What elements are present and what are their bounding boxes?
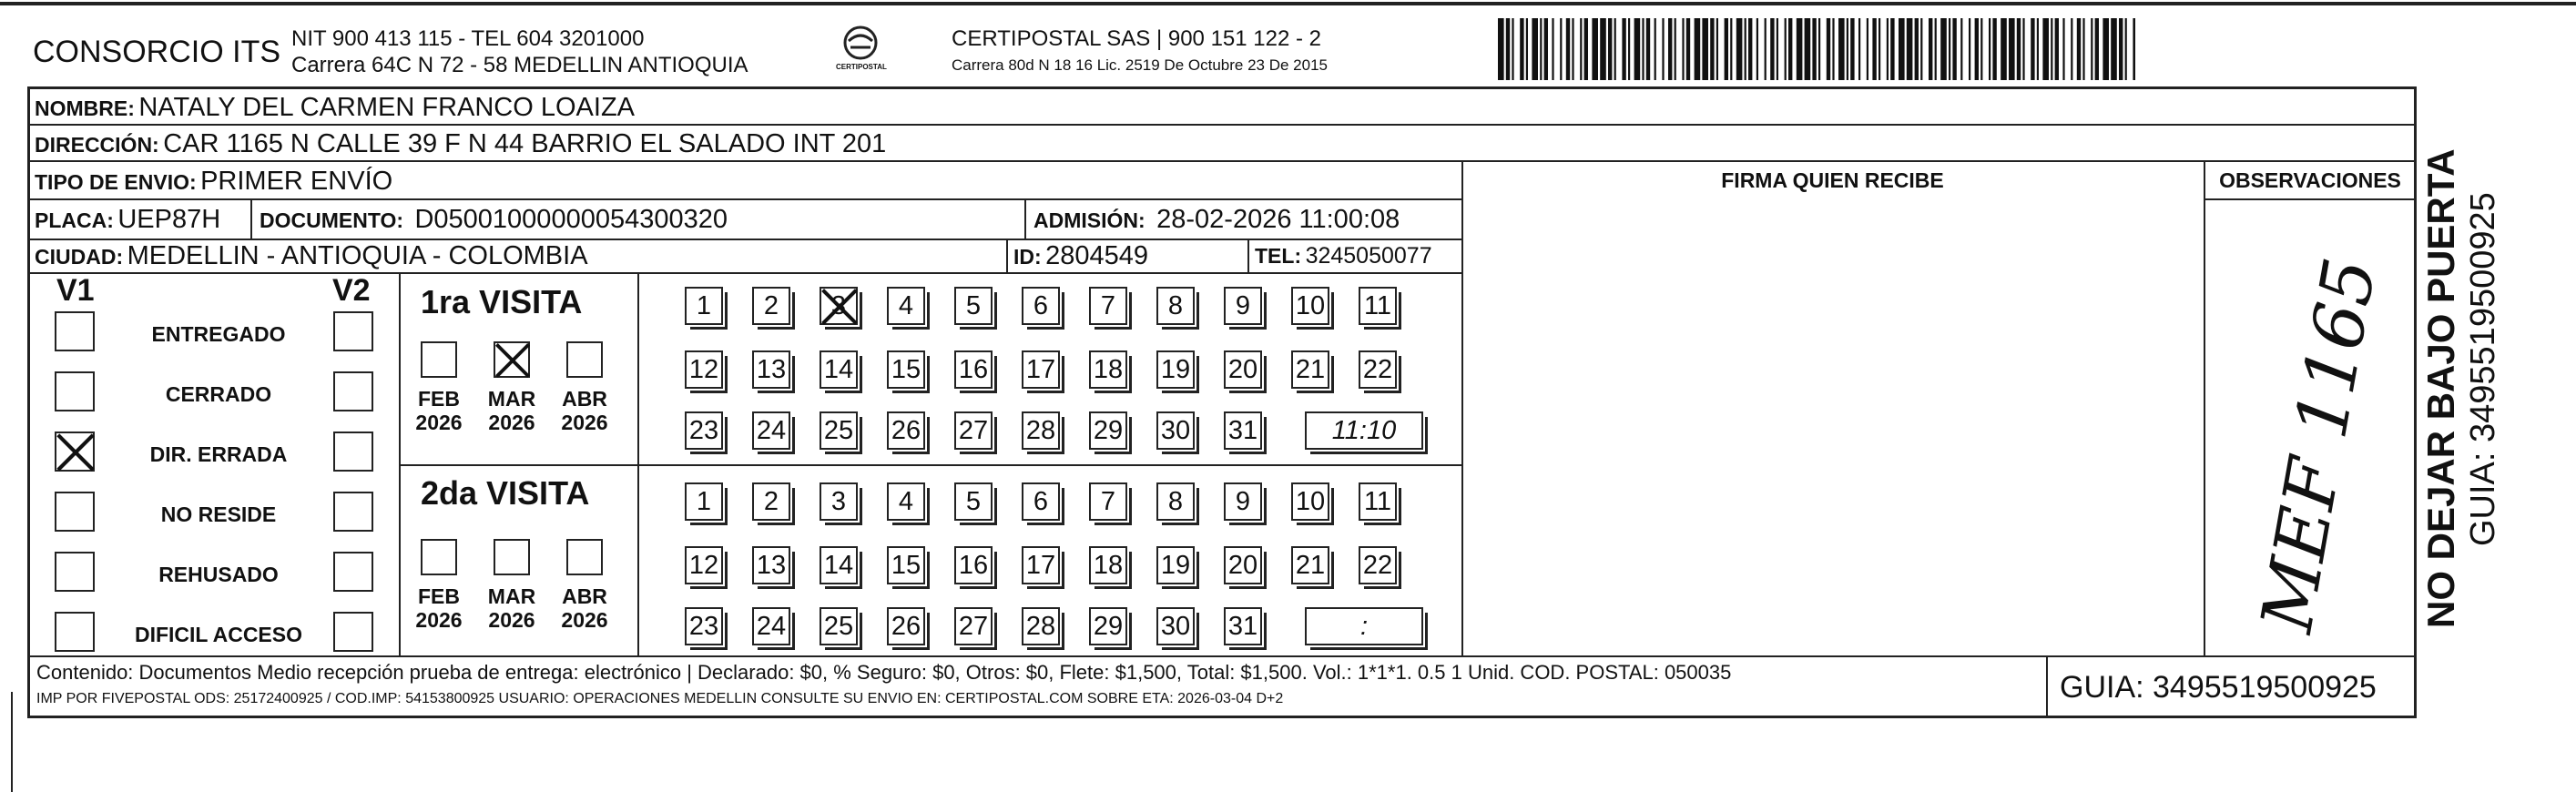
month-name: MAR <box>487 584 536 608</box>
day-box[interactable] <box>954 607 993 645</box>
day-box[interactable] <box>1156 607 1195 645</box>
col-firma-left <box>1461 160 1463 655</box>
month-checkbox[interactable] <box>566 341 603 378</box>
day-number: 22 <box>1362 550 1393 580</box>
month-name: FEB <box>418 387 460 411</box>
rule-1 <box>27 124 2417 126</box>
day-number: 23 <box>688 611 719 641</box>
day-number: 11 <box>1363 290 1392 320</box>
day-box[interactable] <box>1224 411 1262 450</box>
day-box[interactable] <box>1089 546 1127 584</box>
day-number: 19 <box>1160 550 1191 580</box>
placa-value: UEP87H <box>117 205 221 234</box>
day-box[interactable] <box>685 350 723 389</box>
day-number: 6 <box>1033 486 1049 516</box>
day-box[interactable] <box>820 411 858 450</box>
day-box[interactable] <box>887 546 925 584</box>
time-value: : <box>1359 611 1369 641</box>
month-name: ABR <box>562 584 607 608</box>
day-number: 20 <box>1227 550 1258 580</box>
certipostal-line: CERTIPOSTAL SAS | 900 151 122 - 2 <box>952 26 1321 51</box>
visit2-title: 2da VISITA <box>421 474 590 512</box>
day-box[interactable] <box>685 287 723 325</box>
day-box[interactable] <box>1291 350 1329 389</box>
ciudad-label: CIUDAD: <box>35 245 124 269</box>
day-box[interactable] <box>1022 607 1060 645</box>
nombre-value: NATALY DEL CARMEN FRANCO LOAIZA <box>138 93 635 122</box>
day-number: 18 <box>1093 354 1124 384</box>
month-year: 2026 <box>488 608 535 633</box>
day-number: 29 <box>1093 611 1124 641</box>
month-label <box>480 584 544 633</box>
v1-checkbox[interactable] <box>55 311 95 351</box>
nombre-label: NOMBRE: <box>35 96 135 120</box>
day-box[interactable] <box>820 607 858 645</box>
col-month-days <box>637 272 639 655</box>
v2-checkbox[interactable] <box>333 371 373 411</box>
day-number: 17 <box>1025 354 1056 384</box>
tipo-row <box>35 168 392 195</box>
day-number: 14 <box>823 550 854 580</box>
day-number: 1 <box>696 486 712 516</box>
day-box[interactable] <box>1359 287 1397 325</box>
month-checkbox[interactable] <box>566 539 603 575</box>
rule-5 <box>27 272 1461 274</box>
day-number: 8 <box>1167 486 1184 516</box>
day-box[interactable] <box>752 350 790 389</box>
tel-value: 3245050077 <box>1305 243 1432 269</box>
v1-checkbox[interactable] <box>55 552 95 592</box>
day-box[interactable] <box>1089 287 1127 325</box>
day-number: 12 <box>688 550 719 580</box>
month-year: 2026 <box>415 608 463 633</box>
day-number: 23 <box>688 415 719 445</box>
placa-label: PLACA: <box>35 208 114 232</box>
documento-row <box>260 207 728 233</box>
day-number: 26 <box>891 415 921 445</box>
day-box[interactable] <box>954 411 993 450</box>
day-box[interactable] <box>887 350 925 389</box>
v1-checkbox[interactable] <box>55 612 95 652</box>
day-box[interactable] <box>1022 411 1060 450</box>
tel-label: TEL: <box>1255 244 1302 268</box>
month-name: FEB <box>418 584 460 608</box>
v1-checkbox[interactable] <box>55 492 95 532</box>
admision-value: 28-02-2026 11:00:08 <box>1156 205 1400 234</box>
id-label: ID: <box>1013 245 1042 269</box>
status-label: ENTREGADO <box>151 322 286 346</box>
day-box[interactable] <box>1022 287 1060 325</box>
day-number: 30 <box>1160 611 1191 641</box>
day-box[interactable] <box>1156 482 1195 521</box>
direccion-row <box>35 131 886 157</box>
day-number: 8 <box>1167 290 1184 320</box>
month-checkbox[interactable] <box>494 539 530 575</box>
day-box[interactable] <box>954 546 993 584</box>
month-year: 2026 <box>488 411 535 435</box>
day-box[interactable] <box>1156 287 1195 325</box>
v2-checkbox[interactable] <box>333 432 373 472</box>
nombre-row <box>35 95 635 121</box>
day-number: 20 <box>1227 354 1258 384</box>
day-box[interactable] <box>1022 546 1060 584</box>
tipo-value: PRIMER ENVÍO <box>200 167 393 196</box>
day-number: 10 <box>1295 290 1326 320</box>
day-number: 4 <box>898 290 914 320</box>
ciudad-row <box>35 243 588 269</box>
side-warning: NO DEJAR BAJO PUERTA <box>2419 148 2462 628</box>
col-doc-adm <box>1024 198 1026 239</box>
v2-checkbox[interactable] <box>333 492 373 532</box>
col-guia-box <box>2046 655 2048 718</box>
side-guia: GUIA: 3495519500925 <box>2464 192 2502 546</box>
day-number: 16 <box>958 354 989 384</box>
col-obs-left <box>2204 160 2205 655</box>
month-label <box>407 387 471 435</box>
rule-4 <box>27 239 1461 240</box>
day-box[interactable] <box>752 482 790 521</box>
v1-label: V1 <box>56 273 95 308</box>
certipostal-logo <box>829 23 892 77</box>
day-box[interactable] <box>1291 482 1329 521</box>
day-number: 25 <box>823 415 854 445</box>
direccion-value: CAR 1165 N CALLE 39 F N 44 BARRIO EL SALADO INT 201 <box>163 129 887 158</box>
month-label <box>480 387 544 435</box>
day-box[interactable] <box>1359 482 1397 521</box>
day-box[interactable] <box>887 482 925 521</box>
day-number: 22 <box>1362 354 1393 384</box>
v2-checkbox[interactable] <box>333 612 373 652</box>
visit1-title: 1ra VISITA <box>421 283 583 320</box>
day-box[interactable] <box>685 411 723 450</box>
day-box[interactable] <box>752 546 790 584</box>
day-number: 5 <box>965 290 982 320</box>
tel-row <box>1255 245 1432 268</box>
day-box[interactable] <box>1359 546 1397 584</box>
day-box[interactable] <box>887 411 925 450</box>
status-label: DIFICIL ACCESO <box>134 623 302 646</box>
col-ciudad-id <box>1006 239 1008 272</box>
nit-line: NIT 900 413 115 - TEL 604 3201000 <box>291 26 645 51</box>
day-number: 21 <box>1295 354 1326 384</box>
day-number: 30 <box>1160 415 1191 445</box>
id-row <box>1013 243 1148 269</box>
day-number: 15 <box>891 550 921 580</box>
day-box[interactable] <box>1291 287 1329 325</box>
day-number: 10 <box>1295 486 1326 516</box>
company-address: Carrera 64C N 72 - 58 MEDELLIN ANTIOQUIA <box>291 53 748 77</box>
day-number: 3 <box>830 290 847 320</box>
day-number: 28 <box>1025 415 1056 445</box>
day-box[interactable] <box>1022 482 1060 521</box>
v1-checkbox[interactable] <box>55 371 95 411</box>
v2-checkbox[interactable] <box>333 311 373 351</box>
day-box[interactable] <box>1291 546 1329 584</box>
month-label <box>553 584 616 633</box>
day-number: 13 <box>756 354 787 384</box>
day-box[interactable] <box>1224 546 1262 584</box>
day-number: 6 <box>1033 290 1049 320</box>
time-box[interactable] <box>1305 607 1423 645</box>
time-value: 11:10 <box>1331 415 1397 445</box>
day-box[interactable] <box>1359 350 1397 389</box>
day-box[interactable] <box>1156 546 1195 584</box>
id-value: 2804549 <box>1045 241 1149 270</box>
day-number: 5 <box>965 486 982 516</box>
day-box[interactable] <box>820 482 858 521</box>
status-label: DIR. ERRADA <box>149 442 288 466</box>
observation-handwriting: MEF 1165 <box>2245 252 2393 638</box>
rule-obs-top <box>2204 198 2417 200</box>
day-box[interactable] <box>752 411 790 450</box>
month-name: ABR <box>562 387 607 411</box>
day-number: 31 <box>1227 611 1258 641</box>
day-number: 28 <box>1025 611 1056 641</box>
day-box[interactable] <box>954 287 993 325</box>
day-number: 12 <box>688 354 719 384</box>
firma-header: FIRMA QUIEN RECIBE <box>1721 168 1944 192</box>
day-box[interactable] <box>820 287 858 325</box>
day-number: 24 <box>756 415 787 445</box>
placa-row <box>35 207 220 233</box>
rule-visit-mid <box>399 464 1461 466</box>
company-name: CONSORCIO ITS <box>33 35 281 69</box>
month-label <box>407 584 471 633</box>
month-checkbox[interactable] <box>494 341 530 378</box>
day-number: 25 <box>823 611 854 641</box>
certipostal-sub: Carrera 80d N 18 16 Lic. 2519 De Octubre 23 De 2015 <box>952 56 1328 74</box>
v2-label: V2 <box>332 273 371 308</box>
day-box[interactable] <box>1089 482 1127 521</box>
admision-label: ADMISIÓN: <box>1033 208 1145 232</box>
day-number: 9 <box>1235 290 1251 320</box>
day-number: 19 <box>1160 354 1191 384</box>
day-box[interactable] <box>1224 607 1262 645</box>
day-box[interactable] <box>954 482 993 521</box>
day-box[interactable] <box>1224 482 1262 521</box>
direccion-label: DIRECCIÓN: <box>35 133 159 157</box>
day-number: 4 <box>898 486 914 516</box>
day-number: 31 <box>1227 415 1258 445</box>
col-placa-doc <box>250 198 252 239</box>
status-label: NO RESIDE <box>160 503 277 526</box>
v1-checkbox[interactable] <box>55 432 95 472</box>
month-year: 2026 <box>561 608 608 633</box>
day-number: 15 <box>891 354 921 384</box>
tipo-label: TIPO DE ENVIO: <box>35 170 197 194</box>
status-label: CERRADO <box>165 382 272 406</box>
day-number: 21 <box>1295 550 1326 580</box>
day-number: 29 <box>1093 415 1124 445</box>
logo-caption: CERTIPOSTAL <box>836 63 887 71</box>
rule-footer <box>27 655 2417 657</box>
day-box[interactable] <box>1022 350 1060 389</box>
day-box[interactable] <box>1156 411 1195 450</box>
day-box[interactable] <box>752 607 790 645</box>
footer-contenido: Contenido: Documentos Medio recepción prueba de entrega: electrónico | Declarado: $0, % Seguro: $0, Otros: $0, Flete: $1,500, Total: $1,500. Vol.: 1*1*1. 0.5 1 Unid. COD. POSTAL: 050035 <box>36 661 1732 684</box>
admision-row <box>1033 207 1400 233</box>
documento-value: D05001000000054300320 <box>414 205 728 234</box>
month-checkbox[interactable] <box>421 341 457 378</box>
day-number: 14 <box>823 354 854 384</box>
day-box[interactable] <box>820 546 858 584</box>
day-number: 27 <box>958 611 989 641</box>
day-number: 2 <box>763 290 779 320</box>
documento-label: DOCUMENTO: <box>260 208 404 232</box>
day-box[interactable] <box>1224 350 1262 389</box>
month-name: MAR <box>487 387 536 411</box>
footer-guia: GUIA: 3495519500925 <box>2060 670 2377 705</box>
day-number: 1 <box>696 290 712 320</box>
rule-2 <box>27 160 2417 162</box>
month-checkbox[interactable] <box>421 539 457 575</box>
day-box[interactable] <box>685 482 723 521</box>
day-number: 11 <box>1363 486 1392 516</box>
day-box[interactable] <box>685 607 723 645</box>
day-number: 26 <box>891 611 921 641</box>
day-box[interactable] <box>887 607 925 645</box>
day-number: 27 <box>958 415 989 445</box>
day-number: 16 <box>958 550 989 580</box>
col-status-visit <box>399 272 401 655</box>
time-box[interactable] <box>1305 411 1423 450</box>
ciudad-value: MEDELLIN - ANTIOQUIA - COLOMBIA <box>127 241 588 270</box>
day-number: 24 <box>756 611 787 641</box>
status-label: REHUSADO <box>158 563 279 586</box>
observaciones-header: OBSERVACIONES <box>2219 168 2401 192</box>
day-box[interactable] <box>685 546 723 584</box>
day-box[interactable] <box>752 287 790 325</box>
v2-checkbox[interactable] <box>333 552 373 592</box>
month-year: 2026 <box>561 411 608 435</box>
day-box[interactable] <box>1089 350 1127 389</box>
day-number: 7 <box>1100 290 1116 320</box>
col-id-tel <box>1247 239 1249 272</box>
day-number: 9 <box>1235 486 1251 516</box>
left-scan-edge <box>11 692 13 792</box>
day-number: 2 <box>763 486 779 516</box>
day-number: 3 <box>830 486 847 516</box>
day-box[interactable] <box>1089 607 1127 645</box>
day-box[interactable] <box>1156 350 1195 389</box>
day-number: 18 <box>1093 550 1124 580</box>
rule-3 <box>27 198 1461 200</box>
day-number: 13 <box>756 550 787 580</box>
day-box[interactable] <box>954 350 993 389</box>
barcode <box>1498 18 2135 80</box>
day-box[interactable] <box>1224 287 1262 325</box>
top-scan-edge <box>0 2 2576 5</box>
day-box[interactable] <box>1089 411 1127 450</box>
footer-imp: IMP POR FIVEPOSTAL ODS: 25172400925 / COD.IMP: 54153800925 USUARIO: OPERACIONES MEDELLIN CONSULTE SU ENVIO EN: CERTIPOSTAL.COM SOBRE ETA: 2026-03-04 D+2 <box>36 691 1284 706</box>
day-box[interactable] <box>820 350 858 389</box>
day-number: 7 <box>1100 486 1116 516</box>
day-box[interactable] <box>887 287 925 325</box>
month-year: 2026 <box>415 411 463 435</box>
month-label <box>553 387 616 435</box>
day-number: 17 <box>1025 550 1056 580</box>
